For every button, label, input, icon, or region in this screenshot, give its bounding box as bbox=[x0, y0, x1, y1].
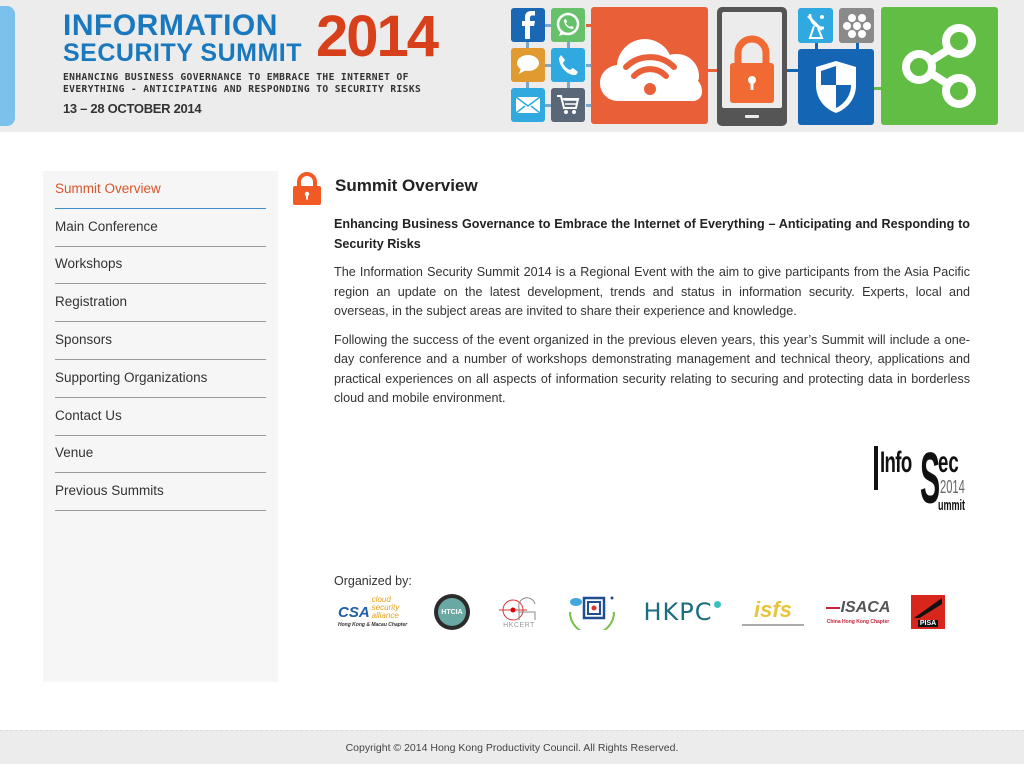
hkpc-logo[interactable] bbox=[642, 590, 722, 634]
overview-paragraph-2: Following the success of the event organized in the previous eleven years, this year’s Summit will include a one-day conference and a number of workshops demonstrating management and technical theory, applications and practical experiences on all aspects of information security relating to securing and protecting data in borderless cloud and mobile environment. bbox=[334, 332, 970, 405]
isfs-text: isfs bbox=[754, 596, 792, 622]
htcia-text: HTCIA bbox=[438, 598, 466, 626]
hkpc-dot-icon bbox=[714, 601, 721, 608]
isaca-logo[interactable] bbox=[818, 590, 898, 634]
sidebar-item-main-conference[interactable]: Main Conference bbox=[55, 209, 266, 247]
logo-word-info: Info bbox=[880, 446, 912, 479]
csa-subtext: cloud security alliance bbox=[371, 595, 400, 620]
sidebar-item-registration[interactable]: Registration bbox=[55, 284, 266, 322]
isaca-chapter: China Hong Kong Chapter bbox=[826, 618, 890, 625]
shield-icon bbox=[798, 49, 874, 125]
isaca-arrow-icon bbox=[826, 607, 840, 609]
overview-content bbox=[334, 215, 970, 418]
issg-mark-icon bbox=[566, 594, 618, 630]
tagline-line1: ENHANCING BUSINESS GOVERNANCE TO EMBRACE THE INTERNET OF bbox=[63, 72, 409, 83]
hexagon-network-icon bbox=[839, 8, 874, 43]
logo-year: 2014 bbox=[940, 477, 965, 497]
banner-side-tab bbox=[0, 6, 15, 126]
hkpc-text: HKPC bbox=[643, 598, 713, 626]
sidebar-nav bbox=[43, 171, 278, 682]
hkcert-logo[interactable] bbox=[494, 590, 544, 634]
infosec-summit-logo bbox=[874, 439, 970, 519]
sidebar-item-workshops[interactable]: Workshops bbox=[55, 247, 266, 285]
hkcert-text: HKCERT bbox=[503, 621, 535, 629]
page-footer bbox=[0, 730, 1024, 764]
satellite-icon bbox=[798, 8, 833, 43]
logo-title-line1: INFORMATION bbox=[63, 9, 278, 42]
page-title: Summit Overview bbox=[335, 176, 478, 195]
tagline-line2: EVERYTHING - ANTICIPATING AND RESPONDING TO SECURITY RISKS bbox=[63, 84, 422, 95]
pisa-text: PISA bbox=[919, 620, 937, 627]
sidebar-item-contact-us[interactable]: Contact Us bbox=[55, 398, 266, 436]
organized-by-label: Organized by: bbox=[334, 574, 412, 588]
whatsapp-icon bbox=[551, 8, 585, 42]
issg-logo[interactable] bbox=[564, 590, 620, 634]
mobile-lock-icon bbox=[717, 7, 787, 126]
logo-bar bbox=[874, 446, 878, 490]
sidebar-item-previous-summits[interactable]: Previous Summits bbox=[55, 473, 266, 511]
mail-icon bbox=[511, 88, 545, 122]
cloud-wifi-icon bbox=[591, 7, 708, 124]
overview-paragraph-1: The Information Security Summit 2014 is a Regional Event with the aim to give participants from the Asia Pacific region an update on the latest development, trends and status in information security. Experts, local and overseas, in the subject areas are invited to share their experience and knowledge. bbox=[334, 265, 970, 318]
logo-big-s: S bbox=[920, 439, 941, 519]
logo-title-line2: SECURITY SUMMIT bbox=[63, 39, 302, 67]
header-banner bbox=[0, 0, 1024, 132]
event-dates: 13 – 28 OCTOBER 2014 bbox=[63, 101, 202, 116]
padlock-icon bbox=[292, 172, 322, 205]
isfs-underline bbox=[742, 624, 804, 626]
sidebar-item-venue[interactable]: Venue bbox=[55, 436, 266, 474]
sidebar-item-supporting-organizations[interactable]: Supporting Organizations bbox=[55, 360, 266, 398]
logo-word-summit: ummit bbox=[938, 497, 965, 514]
csa-chapter: Hong Kong & Macau Chapter bbox=[338, 622, 408, 628]
hkcert-mark-icon bbox=[499, 596, 539, 622]
pisa-logo[interactable] bbox=[908, 590, 948, 634]
isfs-logo[interactable] bbox=[738, 590, 808, 634]
isaca-text: ISACA bbox=[840, 598, 891, 616]
summit-logo-title[interactable] bbox=[63, 9, 302, 67]
sidebar-item-sponsors[interactable]: Sponsors bbox=[55, 322, 266, 360]
logo-year: 2014 bbox=[316, 4, 438, 69]
share-icon bbox=[881, 7, 998, 125]
copyright-text: Copyright © 2014 Hong Kong Productivity Council. All Rights Reserved. bbox=[345, 741, 679, 754]
summit-theme: Enhancing Business Governance to Embrace the Internet of Everything – Anticipating and Responding to Security Risks bbox=[334, 217, 970, 251]
logo-word-ec: ec bbox=[938, 446, 959, 479]
phone-icon bbox=[551, 48, 585, 82]
csa-logo[interactable] bbox=[338, 590, 418, 634]
cart-icon bbox=[551, 88, 585, 122]
sidebar-item-summit-overview[interactable]: Summit Overview bbox=[55, 171, 266, 209]
facebook-icon bbox=[511, 8, 545, 42]
htcia-logo[interactable] bbox=[432, 590, 472, 634]
organizer-logos bbox=[334, 590, 978, 634]
logo-tagline bbox=[63, 72, 421, 96]
chat-bubble-icon bbox=[511, 48, 545, 82]
csa-text: CSA bbox=[338, 604, 370, 621]
